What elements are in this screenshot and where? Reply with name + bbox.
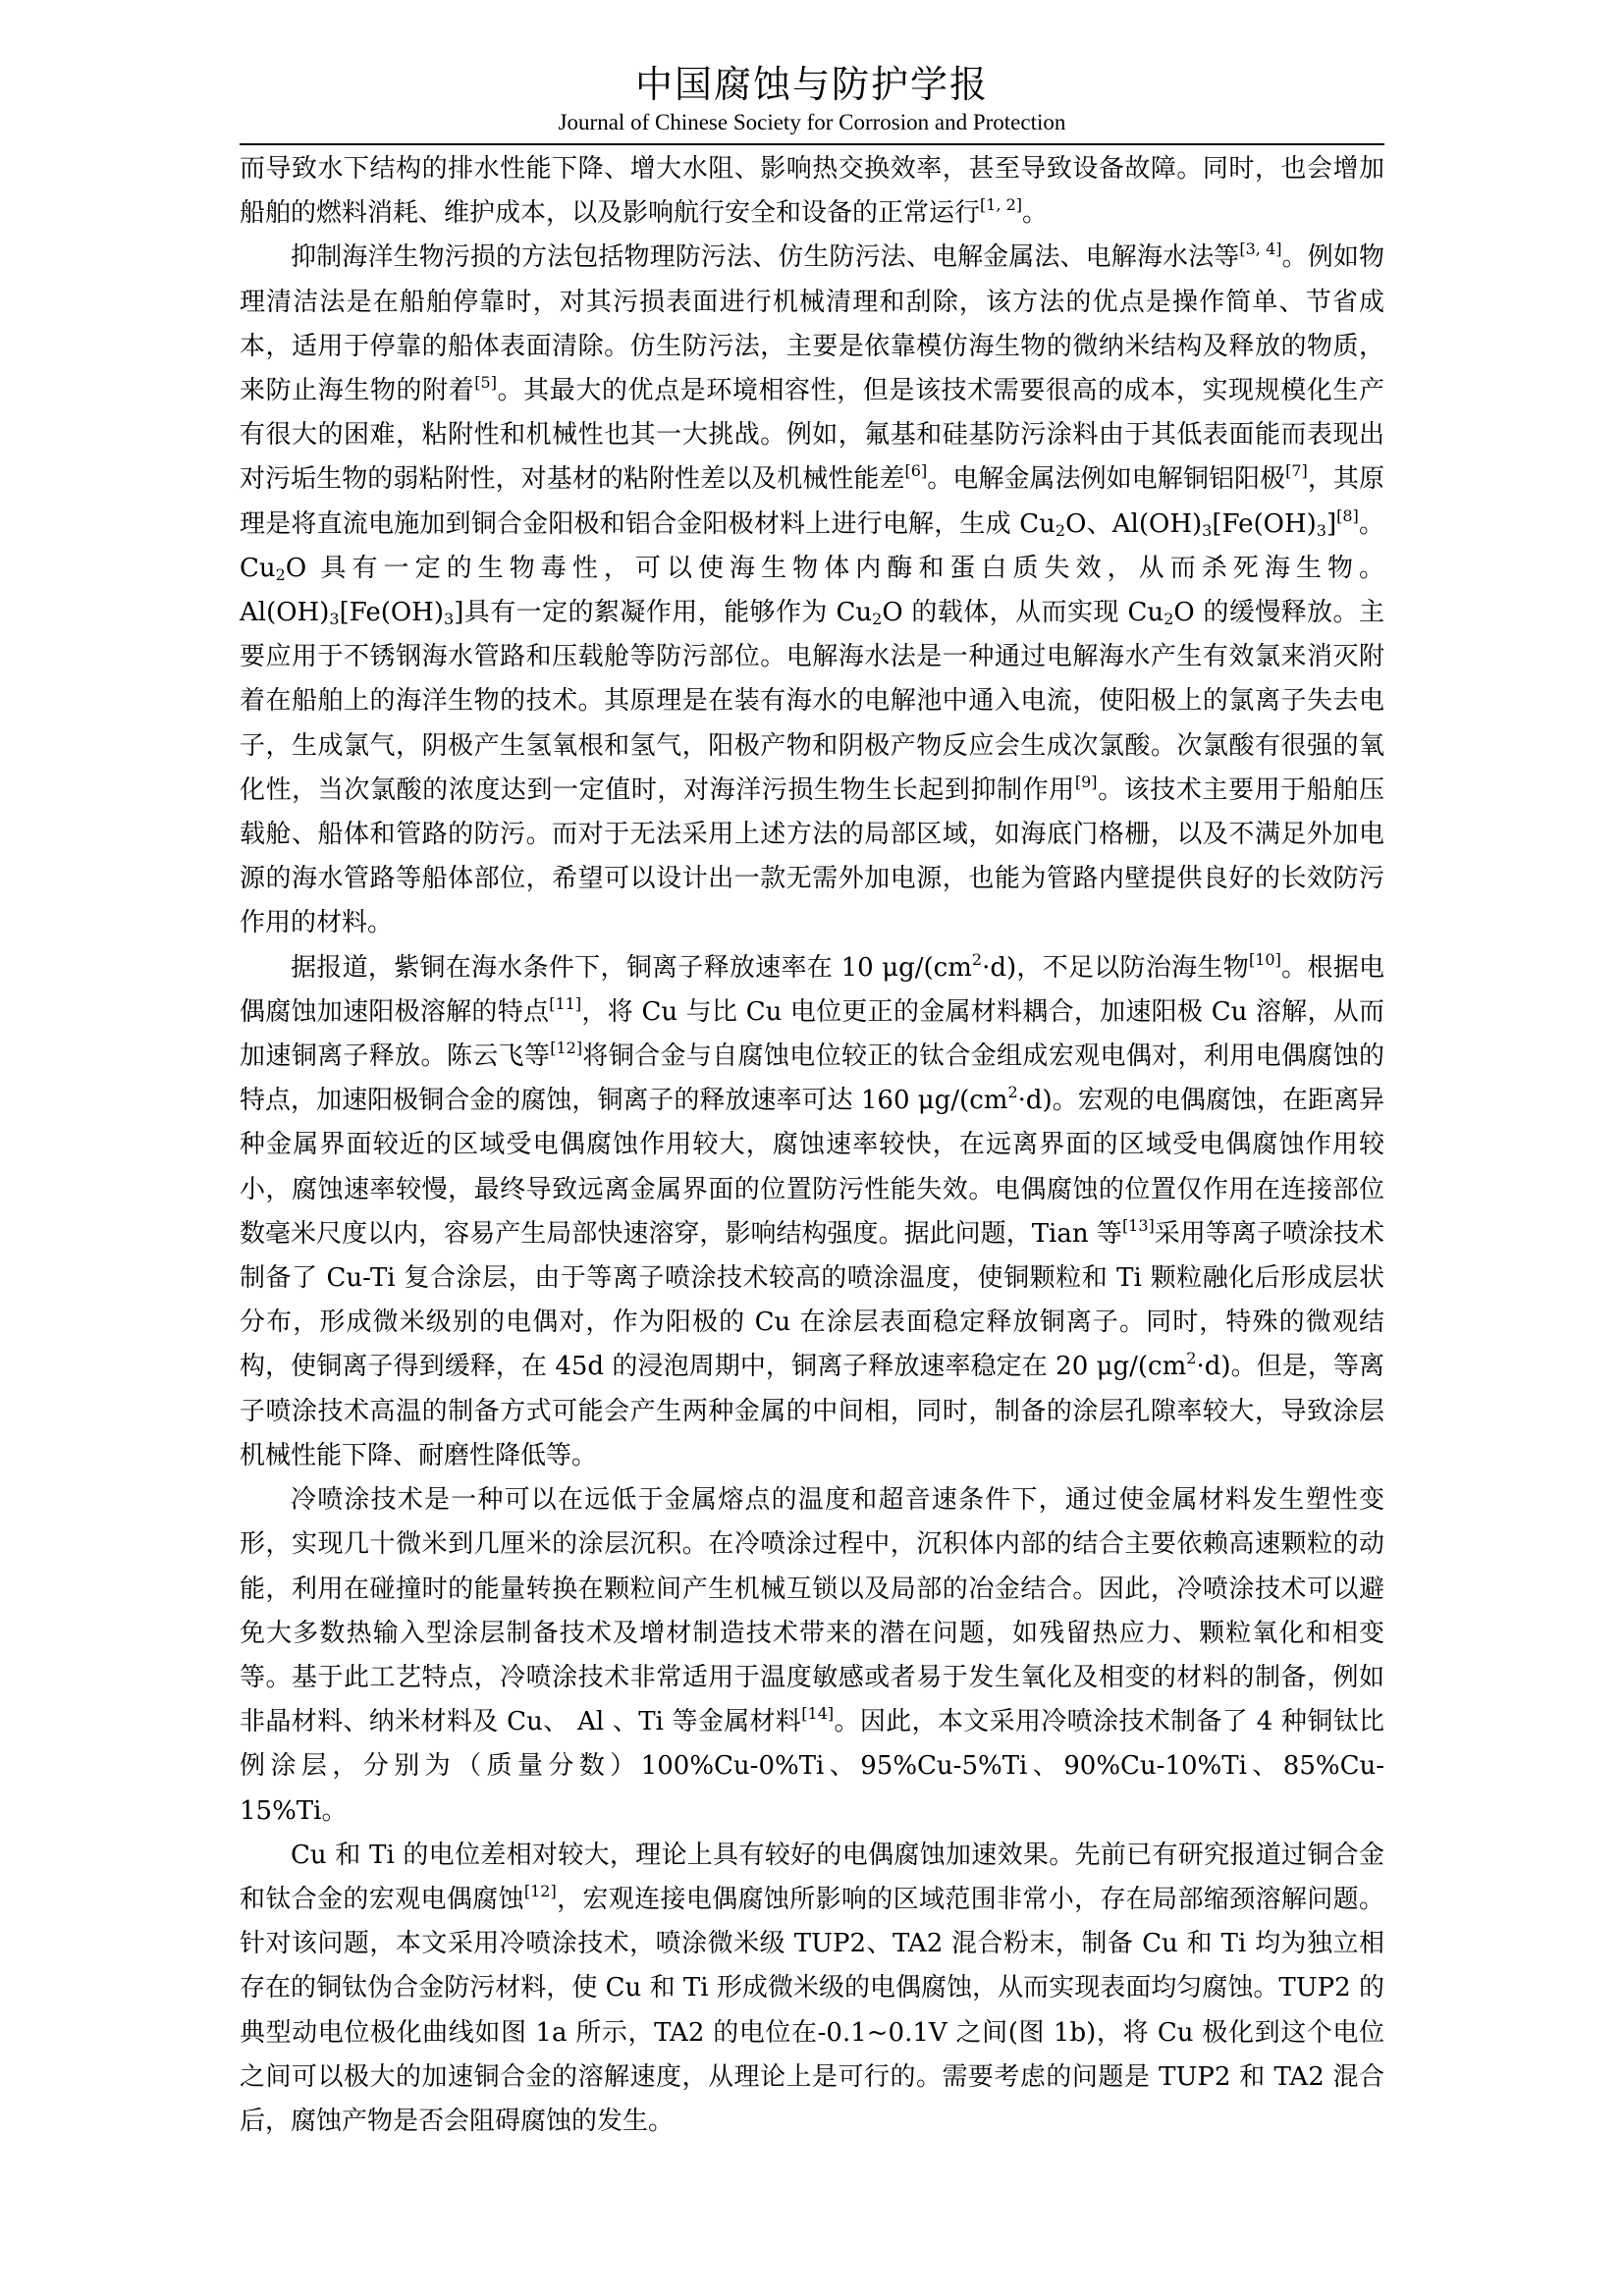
paragraph: 抑制海洋生物污损的方法包括物理防污法、仿生防污法、电解金属法、电解海水法等[3, 4]。例如物理清洁法是在船舶停靠时，对其污损表面进行机械清理和刮除，该方法的优点是操作简单、节省成本，适用于停靠的船体表面清除。仿生防污法，主要是依靠模仿海生物的微纳米结构及释放的物质，来防止海生物的附着[5]。其最大的优点是环境相容性，但是该技术需要很高的成本，实现规模化生产有很大的困难，粘附性和机械性也其一大挑战。例如，氟基和硅基防污涂料由于其低表面能而表现出对污垢生物的弱粘附性，对基材的粘附性差以及机械性能差[6]。电解金属法例如电解铜铝阳极[7]，其原理是将直流电施加到铜合金阳极和铝合金阳极材料上进行电解，生成 $Cu_2O$、$Al(OH)_3[Fe(OH)_3][8]$。$Cu_2O$ 具有一定的生物毒性，可以使海生物体内酶和蛋白质失效，从而杀死海生物。$Al(OH)_3[Fe(OH)_3]$具有一定的絮凝作用，能够作为 $Cu_2O$ 的载体，从而实现 $Cu_2O$ 的缓慢释放。主要应用于不锈钢海水管路和压载舱等防污部位。电解海水法是一种通过电解海水产生有效氯来消灭附着在船舶上的海洋生物的技术。其原理是在装有海水的电解池中通入电流，使阳极上的氯离子失去电子，生成氯气，阴极产生氢氧根和氢气，阳极产物和阴极产物反应会生成次氯酸。次氯酸有很强的氧化性，当次氯酸的浓度达到一定值时，对海洋污损生物生长起到抑制作用[9]。该技术主要用于船舶压载舱、船体和管路的防污。而对于无法采用上述方法的局部区域，如海底门格栅，以及不满足外加电源的海水管路等船体部位，希望可以设计出一款无需外加电源，也能为管路内壁提供良好的长效防污作用的材料。 [240, 240, 1384, 938]
journal-title-en: Journal of Chinese Society for Corrosion and Protection [558, 110, 1066, 134]
paragraph: Cu 和 Ti 的电位差相对较大，理论上具有较好的电偶腐蚀加速效果。先前已有研究报道过铜合金和钛合金的宏观电偶腐蚀[12]，宏观连接电偶腐蚀所影响的区域范围非常小，存在局部缩颈溶解问题。针对该问题，本文采用冷喷涂技术，喷涂微米级 TUP2、TA2 混合粉末，制备 Cu 和 Ti 均为独立相存在的铜钛伪合金防污材料，使 Cu 和 Ti 形成微米级的电偶腐蚀，从而实现表面均匀腐蚀。TUP2 的典型动电位极化曲线如图 1a 所示，TA2 的电位在-0.1~0.1V 之间(图 1b)，将 Cu 极化到这个电位之间可以极大的加速铜合金的溶解速度，从理论上是可行的。需要考虑的问题是 TUP2 和 TA2 混合后，腐蚀产物是否会阻碍腐蚀的发生。 [240, 1840, 1384, 2136]
paragraph: 冷喷涂技术是一种可以在远低于金属熔点的温度和超音速条件下，通过使金属材料发生塑性变形，实现几十微米到几厘米的涂层沉积。在冷喷涂过程中，沉积体内部的结合主要依赖高速颗粒的动能，利用在碰撞时的能量转换在颗粒间产生机械互锁以及局部的冶金结合。因此，冷喷涂技术可以避免大多数热输入型涂层制备技术及增材制造技术带来的潜在问题，如残留热应力、颗粒氧化和相变等。基于此工艺特点，冷喷涂技术非常适用于温度敏感或者易于发生氧化及相变的材料的制备，例如非晶材料、纳米材料及 Cu、 Al 、Ti 等金属材料[14]。因此，本文采用冷喷涂技术制备了 4 种铜钛比例涂层，分别为（质量分数）100%Cu-0%Ti、95%Cu-5%Ti、90%Cu-10%Ti、85%Cu-15%Ti。 [240, 1485, 1384, 1826]
header-rule [240, 143, 1384, 145]
journal-header [240, 61, 1384, 137]
paragraph: 据报道，紫铜在海水条件下，铜离子释放速率在 10 $\mu g/(cm^2\cdot d)$，不足以防治海生物[10]。根据电偶腐蚀加速阳极溶解的特点[11]，将 Cu 与比 Cu 电位更正的金属材料耦合，加速阳极 Cu 溶解，从而加速铜离子释放。陈云飞等[12]将铜合金与自腐蚀电位较正的钛合金组成宏观电偶对，利用电偶腐蚀的特点，加速阳极铜合金的腐蚀，铜离子的释放速率可达 160 $\mu g/(cm^2\cdot d)$。宏观的电偶腐蚀，在距离异种金属界面较近的区域受电偶腐蚀作用较大，腐蚀速率较快，在远离界面的区域受电偶腐蚀作用较小，腐蚀速率较慢，最终导致远离金属界面的位置防污性能失效。电偶腐蚀的位置仅作用在连接部位数毫米尺度以内，容易产生局部快速溶穿，影响结构强度。据此问题，Tian 等[13]采用等离子喷涂技术制备了 Cu-Ti 复合涂层，由于等离子喷涂技术较高的喷涂温度，使铜颗粒和 Ti 颗粒融化后形成层状分布，形成微米级别的电偶对，作为阳极的 Cu 在涂层表面稳定释放铜离子。同时，特殊的微观结构，使铜离子得到缓释，在 45d 的浸泡周期中，铜离子释放速率稳定在 20 $\mu g/(cm^2\cdot d)$。但是，等离子喷涂技术高温的制备方式可能会产生两种金属的中间相，同时，制备的涂层孔隙率较大，导致涂层机械性能下降、耐磨性降低等。 [240, 949, 1385, 1470]
journal-title-cn: 中国腐蚀与防护学报 [634, 63, 989, 106]
article-body [240, 147, 1384, 2144]
paragraph: 而导致水下结构的排水性能下降、增大水阻、影响热交换效率，甚至导致设备故障。同时，也会增加船舶的燃料消耗、维护成本，以及影响航行安全和设备的正常运行[1, 2]。 [240, 154, 1384, 229]
